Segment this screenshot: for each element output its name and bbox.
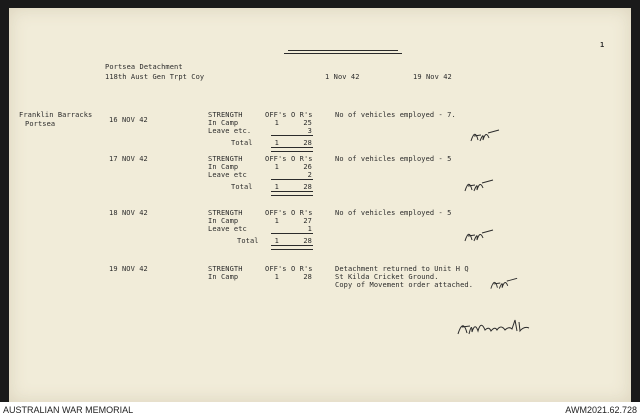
in-camp-ors: 26 xyxy=(303,163,312,171)
total-double-rule xyxy=(271,191,313,196)
document-page xyxy=(9,8,631,402)
total-label: Total xyxy=(231,183,253,191)
header-underline-2 xyxy=(284,53,402,54)
entry-date: 17 NOV 42 xyxy=(109,155,148,163)
leave-ors: 3 xyxy=(307,127,312,135)
strength-label: STRENGTH xyxy=(208,265,243,273)
leave-label: Leave etc. xyxy=(208,127,252,135)
ors-header: O R's xyxy=(291,209,313,217)
initials-signature xyxy=(463,226,495,244)
officer-signature xyxy=(455,314,539,338)
remark-line2: St Kilda Cricket Ground. xyxy=(335,273,439,281)
initials-signature xyxy=(463,176,495,194)
location-line1: Franklin Barracks xyxy=(19,111,93,119)
strength-label: STRENGTH xyxy=(208,111,243,119)
in-camp-label: In Camp xyxy=(208,119,239,127)
unit-name-line2: 118th Aust Gen Trpt Coy xyxy=(105,73,205,81)
remark-line3: Copy of Movement order attached. xyxy=(335,281,474,289)
date-from: 1 Nov 42 xyxy=(325,73,360,81)
total-double-rule xyxy=(271,147,313,152)
in-camp-label: In Camp xyxy=(208,217,239,225)
total-offrs: 1 xyxy=(274,139,279,147)
in-camp-offrs: 1 xyxy=(274,217,279,225)
entry-date: 19 NOV 42 xyxy=(109,265,148,273)
in-camp-ors: 25 xyxy=(303,119,312,127)
entry-date: 16 NOV 42 xyxy=(109,116,148,124)
total-offrs: 1 xyxy=(274,183,279,191)
total-offrs: 1 xyxy=(274,237,279,245)
archive-name: AUSTRALIAN WAR MEMORIAL xyxy=(3,405,134,415)
leave-label: Leave etc xyxy=(208,225,247,233)
date-to: 19 Nov 42 xyxy=(413,73,452,81)
total-ors: 28 xyxy=(303,237,312,245)
leave-label: Leave etc xyxy=(208,171,247,179)
total-label: Total xyxy=(237,237,259,245)
in-camp-ors: 28 xyxy=(303,273,312,281)
leave-ors: 1 xyxy=(307,225,312,233)
offrs-header: OFF's xyxy=(265,111,287,119)
total-ors: 28 xyxy=(303,183,312,191)
total-ors: 28 xyxy=(303,139,312,147)
offrs-header: OFF's xyxy=(265,209,287,217)
in-camp-label: In Camp xyxy=(208,273,239,281)
in-camp-offrs: 1 xyxy=(274,119,279,127)
header-underline-1 xyxy=(288,50,398,51)
ors-header: O R's xyxy=(291,155,313,163)
archive-footer xyxy=(0,402,640,418)
remark-line1: Detachment returned to Unit H Q xyxy=(335,265,469,273)
in-camp-offrs: 1 xyxy=(274,163,279,171)
entry-date: 18 NOV 42 xyxy=(109,209,148,217)
strength-label: STRENGTH xyxy=(208,155,243,163)
leave-ors: 2 xyxy=(307,171,312,179)
subtotal-rule xyxy=(271,233,313,234)
page-mark: 1 xyxy=(600,41,605,49)
ors-header: O R's xyxy=(291,265,313,273)
location-line2: Portsea xyxy=(25,120,56,128)
unit-name-line1: Portsea Detachment xyxy=(105,63,183,71)
initials-signature xyxy=(489,274,519,292)
offrs-header: OFF's xyxy=(265,265,287,273)
in-camp-label: In Camp xyxy=(208,163,239,171)
remark: No of vehicles employed - 7. xyxy=(335,111,456,119)
subtotal-rule xyxy=(271,179,313,180)
in-camp-ors: 27 xyxy=(303,217,312,225)
remark: No of vehicles employed - 5 xyxy=(335,155,452,163)
offrs-header: OFF's xyxy=(265,155,287,163)
remark: No of vehicles employed - 5 xyxy=(335,209,452,217)
subtotal-rule xyxy=(271,135,313,136)
archive-reference: AWM2021.62.728 xyxy=(565,405,637,415)
ors-header: O R's xyxy=(291,111,313,119)
strength-label: STRENGTH xyxy=(208,209,243,217)
total-double-rule xyxy=(271,245,313,250)
in-camp-offrs: 1 xyxy=(274,273,279,281)
initials-signature xyxy=(469,126,501,144)
total-label: Total xyxy=(231,139,253,147)
